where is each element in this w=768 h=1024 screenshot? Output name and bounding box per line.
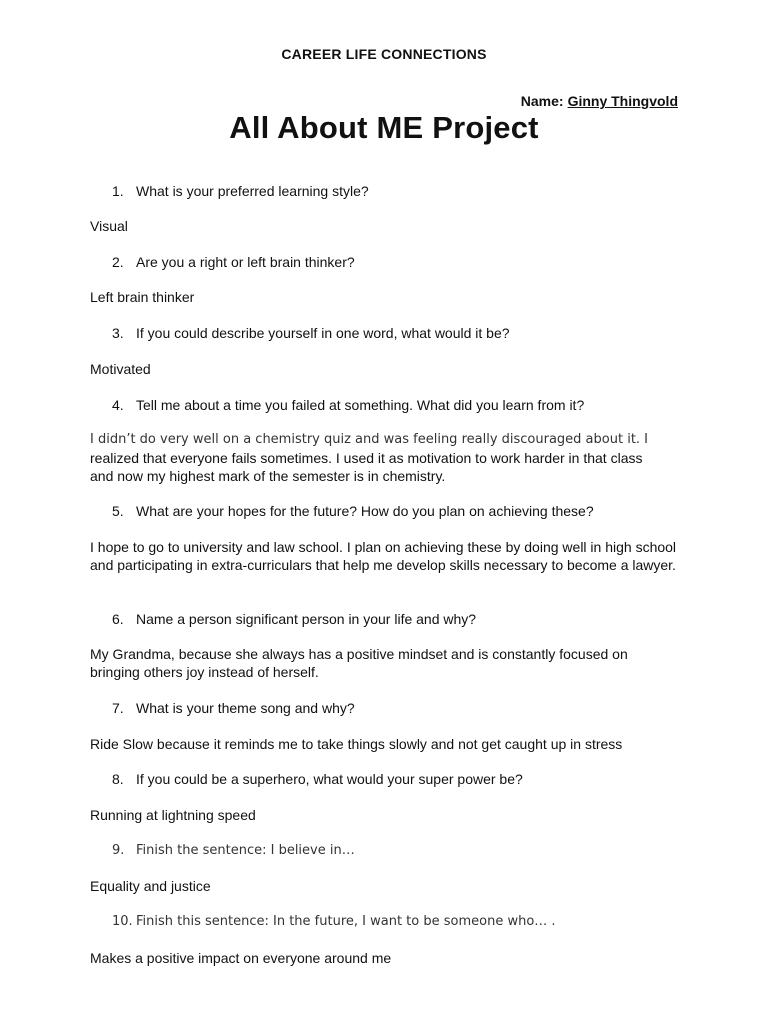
- question-number: 3.: [112, 325, 124, 341]
- question-text: Finish this sentence: In the future, I want to be someone who… .: [136, 914, 556, 929]
- question-7: [112, 699, 355, 717]
- question-9: [112, 842, 355, 860]
- course-title: CAREER LIFE CONNECTIONS: [281, 46, 487, 62]
- question-number: 5.: [112, 503, 124, 519]
- project-title: All About ME Project: [229, 110, 539, 145]
- answer-4-line-1: I didn’t do very well on a chemistry quiz and was feeling really discouraged about it. I: [90, 432, 649, 447]
- question-text: If you could be a superhero, what would your super power be?: [136, 771, 523, 787]
- question-text: Name a person significant person in your life and why?: [136, 611, 477, 627]
- question-number: 6.: [112, 611, 124, 627]
- question-4: [112, 396, 584, 414]
- answer-3: Motivated: [90, 361, 151, 377]
- student-name-line: [521, 93, 678, 109]
- question-text: Tell me about a time you failed at something. What did you learn from it?: [136, 397, 585, 413]
- question-6: [112, 610, 476, 628]
- student-name: Ginny Thingvold: [567, 93, 678, 109]
- answer-1: Visual: [90, 218, 128, 234]
- question-number: 9.: [112, 843, 125, 858]
- question-5: [112, 502, 594, 520]
- name-label: Name:: [520, 93, 564, 109]
- question-number: 1.: [112, 183, 124, 199]
- answer-10: Makes a positive impact on everyone around me: [90, 950, 392, 966]
- question-number: 2.: [112, 254, 124, 270]
- answer-6: My Grandma, because she always has a positive mindset and is constantly focused on bringing others joy instead of herself.: [90, 646, 628, 680]
- answer-5: I hope to go to university and law school. I plan on achieving these by doing well in high school and participating in extra-curriculars that help me develop skills necessary to become a lawyer.: [90, 539, 677, 573]
- question-8: [112, 770, 523, 788]
- answer-2: Left brain thinker: [90, 289, 195, 305]
- answer-4-rest: realized that everyone fails sometimes. I used it as motivation to work harder in that class and now my highest mark of the semester is in chemistry.: [90, 450, 643, 484]
- question-text: Are you a right or left brain thinker?: [136, 254, 355, 270]
- question-text: If you could describe yourself in one word, what would it be?: [136, 325, 510, 341]
- question-2: [112, 253, 355, 271]
- question-3: [112, 324, 510, 342]
- question-text: What are your hopes for the future? How do you plan on achieving these?: [136, 503, 594, 519]
- answer-8: Running at lightning speed: [90, 807, 256, 823]
- question-1: [112, 182, 369, 200]
- question-number: 10.: [112, 914, 133, 929]
- question-text: Finish the sentence: I believe in…: [136, 843, 355, 858]
- question-number: 7.: [112, 700, 124, 716]
- answer-9: Equality and justice: [90, 878, 211, 894]
- answer-7: Ride Slow because it reminds me to take things slowly and not get caught up in stress: [90, 736, 623, 752]
- question-text: What is your theme song and why?: [136, 700, 355, 716]
- question-text: What is your preferred learning style?: [136, 183, 369, 199]
- question-number: 4.: [112, 397, 124, 413]
- question-number: 8.: [112, 771, 124, 787]
- question-10: [112, 913, 556, 931]
